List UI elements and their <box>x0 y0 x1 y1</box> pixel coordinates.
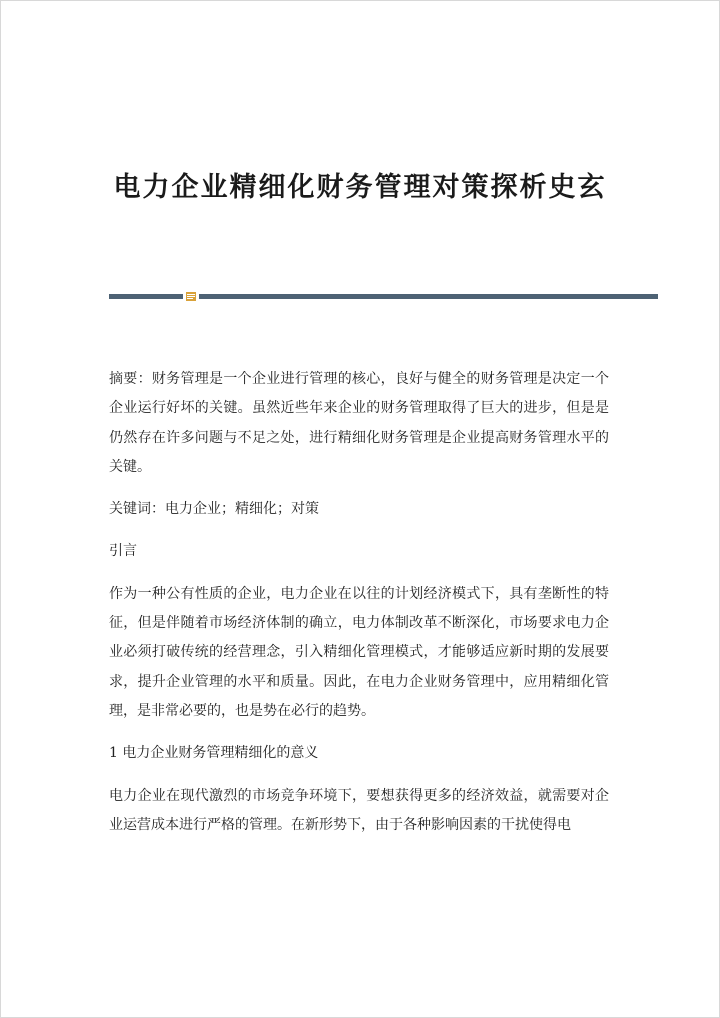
document-body <box>109 365 609 840</box>
document-title: 电力企业精细化财务管理对策探析史玄 <box>113 172 607 203</box>
section-1-paragraph: 电力企业在现代激烈的市场竞争环境下，要想获得更多的经济效益，就需要对企业运营成本进行严格的管理。在新形势下，由于各种影响因素的干扰使得电 <box>109 787 609 833</box>
divider-left-segment <box>109 294 183 299</box>
title-divider <box>109 292 658 300</box>
intro-heading: 引言 <box>109 543 137 560</box>
intro-paragraph: 作为一种公有性质的企业，电力企业在以往的计划经济模式下，具有垄断性的特征，但是伴随着市场经济体制的确立，电力体制改革不断深化，市场要求电力企业必须打破传统的经营理念，引入精细化管理模式，才能够适应新时期的发展要求，提升企业管理的水平和质量。因此，在电力企业财务管理中，应用精细化管理，是非常必要的，也是势在必行的趋势。 <box>109 585 609 719</box>
abstract-paragraph: 摘要：财务管理是一个企业进行管理的核心，良好与健全的财务管理是决定一个企业运行好坏的关键。虽然近些年来企业的财务管理取得了巨大的进步，但是是仍然存在许多问题与不足之处，进行精细化财务管理是企业提高财务管理水平的关键。 <box>109 371 609 475</box>
book-icon <box>186 292 196 301</box>
keywords-line: 关键词：电力企业；精细化；对策 <box>109 501 319 518</box>
section-1-heading: 1 电力企业财务管理精细化的意义 <box>109 745 319 762</box>
divider-right-segment <box>199 294 658 299</box>
